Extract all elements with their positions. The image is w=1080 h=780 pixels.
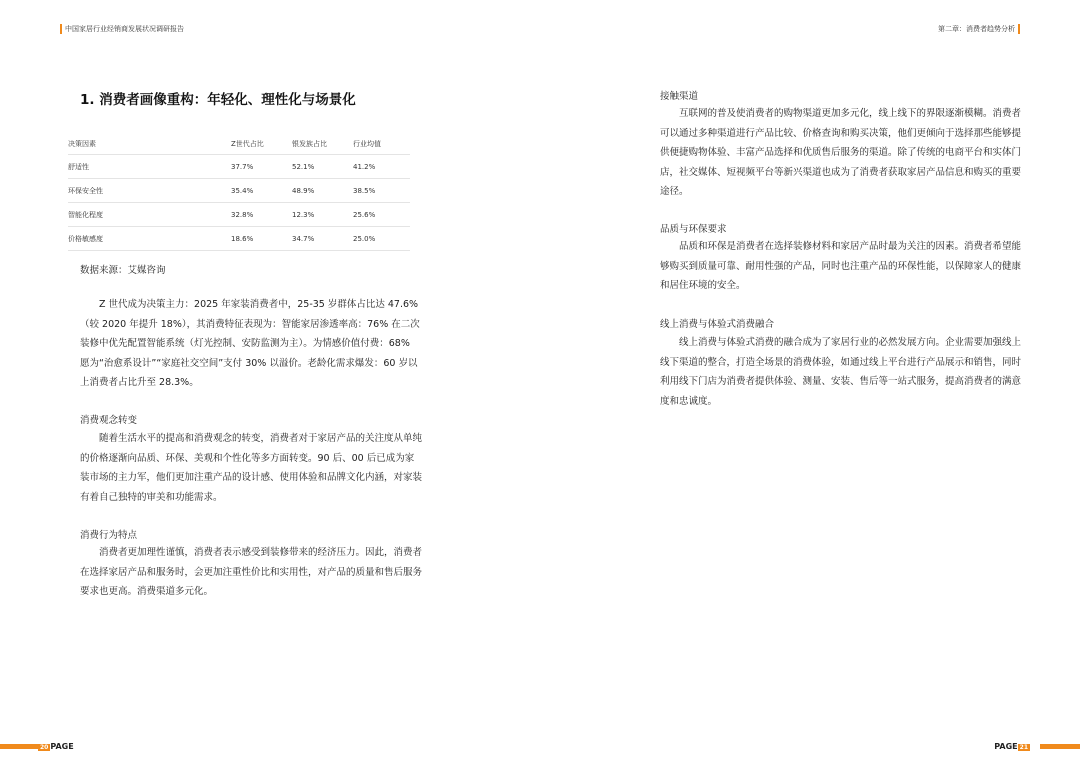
table-header: Z世代占比 (231, 140, 264, 148)
body-paragraph: 消费者更加理性谨慎，消费者表示感受到装修带来的经济压力。因此，消费者在选择家居产品和服务时，会更加注重性价比和实用性，对产品的质量和售后服务要求也更高。消费渠道多元化。 (80, 547, 423, 597)
table-cell: 价格敏感度 (68, 227, 231, 251)
running-header-right: 第二章：消费者趋势分析 (938, 24, 1020, 34)
page-label: PAGE (50, 742, 74, 751)
table-header: 决策因素 (68, 140, 96, 148)
page-label: PAGE (994, 742, 1018, 751)
section-title: 1. 消费者画像重构：年轻化、理性化与场景化 (80, 92, 356, 108)
body-paragraph: 线上消费与体验式消费的融合成为了家居行业的必然发展方向。企业需要加强线上线下渠道的整合，打造全场景的消费体验，如通过线上平台进行产品展示和销售，同时利用线下门店为消费者提供体验、测量、安装、售后等一站式服务，提高消费者的满意度和忠诚度。 (660, 337, 1022, 407)
table-cell: 舒适性 (68, 155, 231, 179)
data-source-note: 数据来源：艾媒咨询 (80, 265, 166, 276)
table-cell: 智能化程度 (68, 203, 231, 227)
table-cell: 52.1% (292, 155, 353, 179)
subheading: 线上消费与体验式消费融合 (660, 319, 775, 330)
footer-accent-bar-right (1040, 744, 1080, 749)
subheading: 消费观念转变 (80, 415, 138, 426)
body-paragraph: 随着生活水平的提高和消费观念的转变，消费者对于家居产品的关注度从单纯的价格逐渐向品质、环保、美观和个性化等多方面转变。90 后、00 后已成为家装市场的主力军，他们更加注重产品的设计感、使用体验和品牌文化内涵，对家装有着自己独特的审美和功能需求。 (80, 433, 423, 503)
decision-factors-table (68, 134, 410, 251)
body-paragraph: 互联网的普及使消费者的购物渠道更加多元化，线上线下的界限逐渐模糊。消费者可以通过多种渠道进行产品比较、价格查询和购买决策，他们更倾向于选择那些能够提供便捷购物体验、丰富产品选择和优质售后服务的渠道。除了传统的电商平台和实体门店，社交媒体、短视频平台等新兴渠道也成为了消费者获取家居产品信息和购买的重要途径。 (660, 108, 1022, 197)
table-row (68, 179, 410, 203)
table-cell: 18.6% (231, 227, 292, 251)
subheading: 接触渠道 (660, 91, 699, 102)
table-row (68, 155, 410, 179)
page-number-left (38, 742, 74, 751)
table-header: 银发族占比 (292, 140, 327, 148)
table-cell: 12.3% (292, 203, 353, 227)
table-cell: 37.7% (231, 155, 292, 179)
footer-accent-bar-left (0, 744, 40, 749)
body-paragraph: Z 世代成为决策主力：2025 年家装消费者中，25-35 岁群体占比达 47.6%（较 2020 年提升 18%），其消费特征表现为：智能家居渗透率高：76% 在二次装修中优先配置智能系统（灯光控制、安防监测为主）。为情感价值付费：68% 愿为“治愈系设计”“家庭社交空间”支付 30% 以溢价。老龄化需求爆发：60 岁以上消费者占比升至 28.3%。 (80, 299, 420, 388)
page-number: 20 (40, 744, 49, 751)
table-cell: 48.9% (292, 179, 353, 203)
table-cell: 25.6% (353, 203, 410, 227)
page-number-right (994, 742, 1030, 751)
table-header-row (68, 134, 410, 155)
table-cell: 35.4% (231, 179, 292, 203)
table-row (68, 203, 410, 227)
page-number: 21 (1019, 744, 1028, 751)
table-header: 行业均值 (353, 140, 381, 148)
table-cell: 34.7% (292, 227, 353, 251)
subheading: 消费行为特点 (80, 530, 138, 541)
table-cell: 25.0% (353, 227, 410, 251)
table-cell: 41.2% (353, 155, 410, 179)
body-paragraph: 品质和环保是消费者在选择装修材料和家居产品时最为关注的因素。消费者希望能够购买到质量可靠、耐用性强的产品，同时也注重产品的环保性能，以保障家人的健康和居住环境的安全。 (660, 241, 1022, 291)
table-cell: 32.8% (231, 203, 292, 227)
running-header-left: 中国家居行业经销商发展状况调研报告 (60, 24, 184, 34)
table-cell: 环保安全性 (68, 179, 231, 203)
table-row (68, 227, 410, 251)
table-cell: 38.5% (353, 179, 410, 203)
subheading: 品质与环保要求 (660, 224, 727, 235)
